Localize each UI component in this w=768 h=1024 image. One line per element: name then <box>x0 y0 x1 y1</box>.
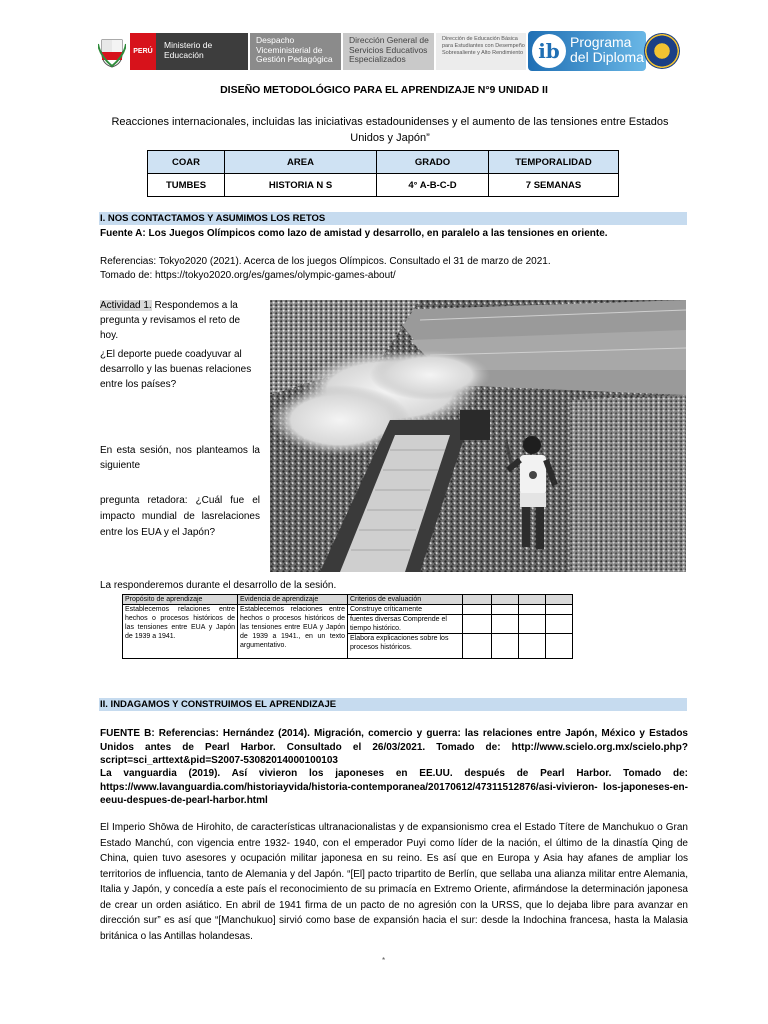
activity-label: Actividad 1. <box>100 300 152 311</box>
table-row <box>123 605 573 615</box>
body-paragraph: El Imperio Shōwa de Hirohito, de características ultranacionalistas y de expansionismo crea el Estado Títere de Manchukuo o Gran Estado Manchú, con vigencia entre 1932- 1940, con el emperador Puyi como líder de la nación, el último de la dinastía Qing de China, quien tuvo asesores y ocupación militar japonesa en su reino. Es así que en Europa y Asia hay afanes de ampliar los territorios de influencia, tanto de Alemania y del Japón. “[El] pacto tripartito de Berlín, que sellaba una alianza militar entre Alemania, Italia y Japón, y concedía a este país el reconocimiento de su primacía en Extremo Oriente, afirmándose la determinación japonesa de crear un orden asiático. En abril de 1941 firma de un pacto de no agresión con la URSS, que lo dejaba libre para avanzar en dirección sur” es así que “[Manchukuo] sirvió como base de expansión hacia el sur: desde la Indochina francesa, hasta la Malasia británica o las Antillas holandesas. <box>100 822 688 942</box>
fuente-b: FUENTE B: Referencias: Hernández (2014). Migración, comercio y guerra: las relaciones entre Japón, México y Estados Unidos antes de Pearl Harbor. Consultado el 26/03/2021. Tomado de: http://www.scielo.org.mx/scielo.php?script=sci_arttext&pid=S2007-53082014000100103 <box>100 728 688 766</box>
ministry-logo <box>130 33 248 70</box>
ib-line1: Programa <box>570 34 632 50</box>
institution-seal-icon <box>644 33 680 69</box>
section-2-heading: II. INDAGAMOS Y CONSTRUIMOS EL APRENDIZAJE <box>99 698 687 711</box>
activity-question: ¿El deporte puede coadyuvar al desarrollo y las buenas relaciones entre los países? <box>100 349 252 390</box>
ib-line2: del Diploma <box>570 49 644 65</box>
criteria-table <box>122 594 573 659</box>
directorate-label: Dirección General de Servicios Educativos Especializados <box>343 33 434 70</box>
table-header-evidencia: Evidencia de aprendizaje <box>238 595 348 605</box>
criteria-item: Elabora explicaciones sobre los procesos históricos. <box>348 634 463 659</box>
reference-a-line2: Tomado de: https://tokyo2020.org/es/games/olympic-games-about/ <box>100 270 396 281</box>
challenge-question: pregunta retadora: ¿Cuál fue el impacto mundial de lasrelaciones entre los EUA y el Japón? <box>100 495 260 538</box>
criteria-item: Construye críticamente <box>348 605 463 615</box>
table-header-grado: GRADO <box>377 151 489 174</box>
reference-a-line1: Referencias: Tokyo2020 (2021). Acerca de los juegos Olímpicos. Consultado el 31 de marzo de 2021. <box>100 256 551 267</box>
answer-note: La responderemos durante el desarrollo de la sesión. <box>100 580 337 591</box>
vanguardia-reference: La vanguardia (2019). Así vivieron los japoneses en EE.UU. después de Pearl Harbor. Tomado de: https://www.lavanguardia.com/historiayvida/historia-contemporanea/20170612/47311512876/asi-vivieron- los-japoneses-en-eeuu-despues-de-pearl-harbor.html <box>100 768 688 806</box>
table-cell-coar: TUMBES <box>148 174 225 197</box>
section-1-heading: I. NOS CONTACTAMOS Y ASUMIMOS LOS RETOS <box>99 212 687 225</box>
table-cell-grado: 4° A-B-C-D <box>377 174 489 197</box>
peru-coat-of-arms-icon <box>98 36 126 68</box>
session-intro: En esta sesión, nos planteamos la siguiente <box>100 445 260 471</box>
activity-block <box>100 298 260 343</box>
table-header-temporalidad: TEMPORALIDAD <box>489 151 619 174</box>
table-row <box>148 151 619 174</box>
table-row <box>148 174 619 197</box>
footer-mark: * <box>382 956 386 965</box>
olympic-torch-photo <box>270 300 686 572</box>
page-subtitle: Reacciones internacionales, incluidas las iniciativas estadounidenses y el aumento de las tensiones entre Estados Unidos y Japón” <box>111 116 669 144</box>
table-cell-area: HISTORIA N S <box>225 174 377 197</box>
criteria-evidencia: Establecemos relaciones entre hechos o procesos históricos de las tensiones entre EUA y Japón de 1939 a 1941., en un texto argumentativo. <box>238 605 348 659</box>
table-header-proposito: Propósito de aprendizaje <box>123 595 238 605</box>
activity-text: Respondemos a la pregunta y revisamos el reto de hoy. <box>100 300 241 341</box>
ib-letter: ib <box>532 34 566 68</box>
criteria-proposito: Establecemos relaciones entre hechos o procesos históricos de las tensiones entre EUA y Japón de 1939 a 1941. <box>123 605 238 659</box>
table-cell-temporalidad: 7 SEMANAS <box>489 174 619 197</box>
table-row <box>123 595 573 605</box>
fuente-a: Fuente A: Los Juegos Olímpicos como lazo de amistad y desarrollo, en paralelo a las tensiones en oriente. <box>100 228 608 239</box>
peru-label: PERÚ <box>130 33 156 70</box>
criteria-item: fuentes diversas Comprende el tiempo histórico. <box>348 615 463 634</box>
ministry-name: Ministerio de Educación <box>156 33 248 70</box>
table-header-criterios: Criterios de evaluación <box>348 595 463 605</box>
page-title: DISEÑO METODOLÓGICO PARA EL APRENDIZAJE N°9 UNIDAD II <box>220 84 548 96</box>
course-info-table <box>147 150 619 197</box>
vice-ministry-label: Despacho Viceministerial de Gestión Pedagógica <box>250 33 341 70</box>
directorate-detail-label: Dirección de Educación Básica para Estudiantes con Desempeño Sobresaliente y Alto Rendimiento <box>436 33 526 70</box>
table-header-coar: COAR <box>148 151 225 174</box>
ib-diploma-logo <box>528 31 646 71</box>
table-header-area: AREA <box>225 151 377 174</box>
